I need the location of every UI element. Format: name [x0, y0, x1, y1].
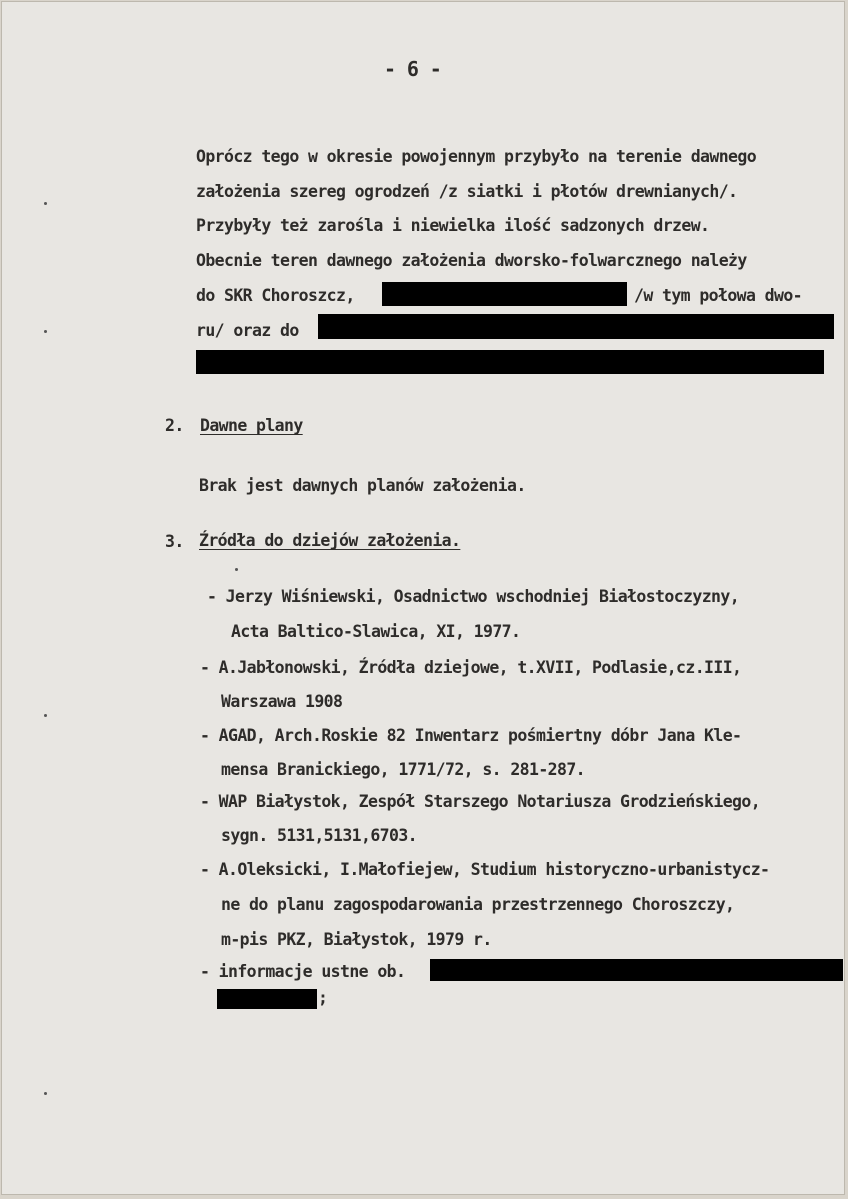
source-item-3-line-1: - AGAD, Arch.Roskie 82 Inwentarz pośmiertny dóbr Jana Kle- [200, 726, 742, 745]
source-item-6-end: ; [318, 988, 328, 1007]
source-item-3-line-2: mensa Branickiego, 1771/72, s. 281-287. [221, 760, 586, 779]
source-item-5-line-1: - A.Oleksicki, I.Małofiejew, Studium historyczno-urbanistycz- [200, 860, 770, 879]
source-item-4-line-1: - WAP Białystok, Zespół Starszego Notariusza Grodzieńskiego, [200, 792, 761, 811]
page-number: - 6 - [384, 57, 442, 81]
paragraph-line-5-start: do SKR Choroszcz, [196, 286, 355, 305]
source-item-5-line-2: ne do planu zagospodarowania przestrzennego Choroszczy, [221, 895, 735, 914]
paragraph-line-2: założenia szereg ogrodzeń /z siatki i płotów drewnianych/. [196, 182, 738, 201]
section-2-text: Brak jest dawnych planów założenia. [199, 476, 526, 495]
redaction-bar [318, 314, 834, 339]
paragraph-line-5-end: /w tym połowa dwo- [634, 286, 803, 305]
source-item-2-line-1: - A.Jabłonowski, Źródła dziejowe, t.XVII, Podlasie,cz.III, [200, 658, 742, 677]
source-item-1-line-1: - Jerzy Wiśniewski, Osadnictwo wschodniej Białostoczyzny, [207, 587, 740, 606]
section-3-heading: Źródła do dziejów założenia. [199, 531, 461, 550]
section-2-number: 2. [165, 416, 184, 435]
source-item-1-line-2: Acta Baltico-Slawica, XI, 1977. [231, 622, 521, 641]
document-page [1, 1, 845, 1195]
source-item-2-line-2: Warszawa 1908 [221, 692, 343, 711]
redaction-bar [382, 282, 627, 306]
section-2-heading: Dawne plany [200, 416, 303, 435]
source-item-6-line-1: - informacje ustne ob. [200, 962, 406, 981]
redaction-bar [430, 959, 843, 981]
paragraph-line-4: Obecnie teren dawnego założenia dworsko-folwarcznego należy [196, 251, 747, 270]
redaction-bar [217, 989, 317, 1009]
section-3-number: 3. [165, 532, 184, 551]
speck [44, 714, 47, 717]
speck [44, 1092, 47, 1095]
source-item-4-line-2: sygn. 5131,5131,6703. [221, 826, 418, 845]
speck [44, 202, 47, 205]
paragraph-line-3: Przybyły też zarośla i niewielka ilość sadzonych drzew. [196, 216, 710, 235]
paragraph-line-1: Oprócz tego w okresie powojennym przybyło na terenie dawnego [196, 147, 757, 166]
speck [44, 330, 47, 333]
source-item-5-line-3: m-pis PKZ, Białystok, 1979 r. [221, 930, 492, 949]
redaction-bar [196, 350, 824, 374]
paragraph-line-6-start: ru/ oraz do [196, 321, 299, 340]
speck [235, 568, 238, 571]
